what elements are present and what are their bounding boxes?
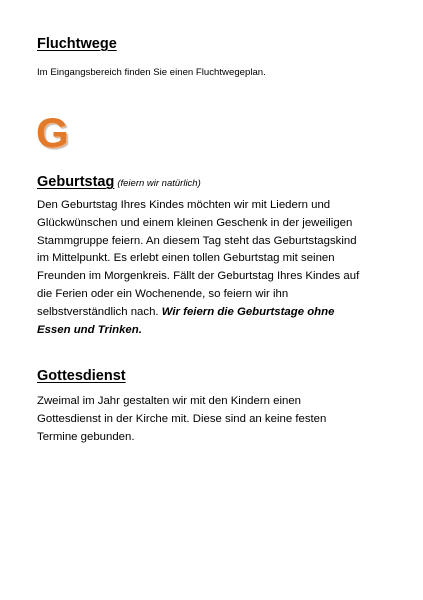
fluchtwege-heading <box>37 36 117 52</box>
geburtstag-heading-text: Geburtstag <box>37 174 115 190</box>
paragraph-line-plain: selbstverständlich nach. <box>37 305 162 318</box>
paragraph-line: Glückwünschen und einem kleinen Geschenk in der jeweiligen <box>37 216 353 229</box>
fluchtwege-heading-text: Fluchtwege <box>37 36 117 52</box>
section-letter-g: G <box>36 109 69 156</box>
geburtstag-note: (feiern wir natürlich) <box>117 178 201 189</box>
paragraph-line: Stammgruppe feiern. An diesem Tag steht das Geburtstagskind <box>37 234 357 247</box>
paragraph-line: Den Geburtstag Ihres Kindes möchten wir mit Liedern und <box>37 199 331 211</box>
geburtstag-paragraph <box>37 197 397 339</box>
paragraph-line: Gottesdienst in der Kirche mit. Diese sind an keine festen <box>37 412 327 425</box>
fluchtwege-text: Im Eingangsbereich finden Sie einen Fluchtwegeplan. <box>37 67 266 78</box>
paragraph-line: Freunden im Morgenkreis. Fällt der Geburtstag Ihres Kindes auf <box>37 270 360 283</box>
paragraph-line: im Mittelpunkt. Es erlebt einen tollen Geburtstag mit seinen <box>37 252 335 265</box>
paragraph-line <box>37 304 397 322</box>
paragraph-final-emphasis: Essen und Trinken. <box>37 323 142 336</box>
paragraph-line-emphasis: Wir feiern die Geburtstage ohne <box>161 305 335 318</box>
gottesdienst-heading <box>37 368 126 384</box>
paragraph-line: Termine gebunden. <box>37 430 135 443</box>
geburtstag-heading <box>37 174 201 190</box>
paragraph-line: Zweimal im Jahr gestalten wir mit den Kindern einen <box>37 395 301 407</box>
gottesdienst-paragraph <box>37 393 397 446</box>
gottesdienst-heading-text: Gottesdienst <box>37 368 126 384</box>
paragraph-line: die Ferien oder ein Wochenende, so feiern wir ihn <box>37 287 289 300</box>
